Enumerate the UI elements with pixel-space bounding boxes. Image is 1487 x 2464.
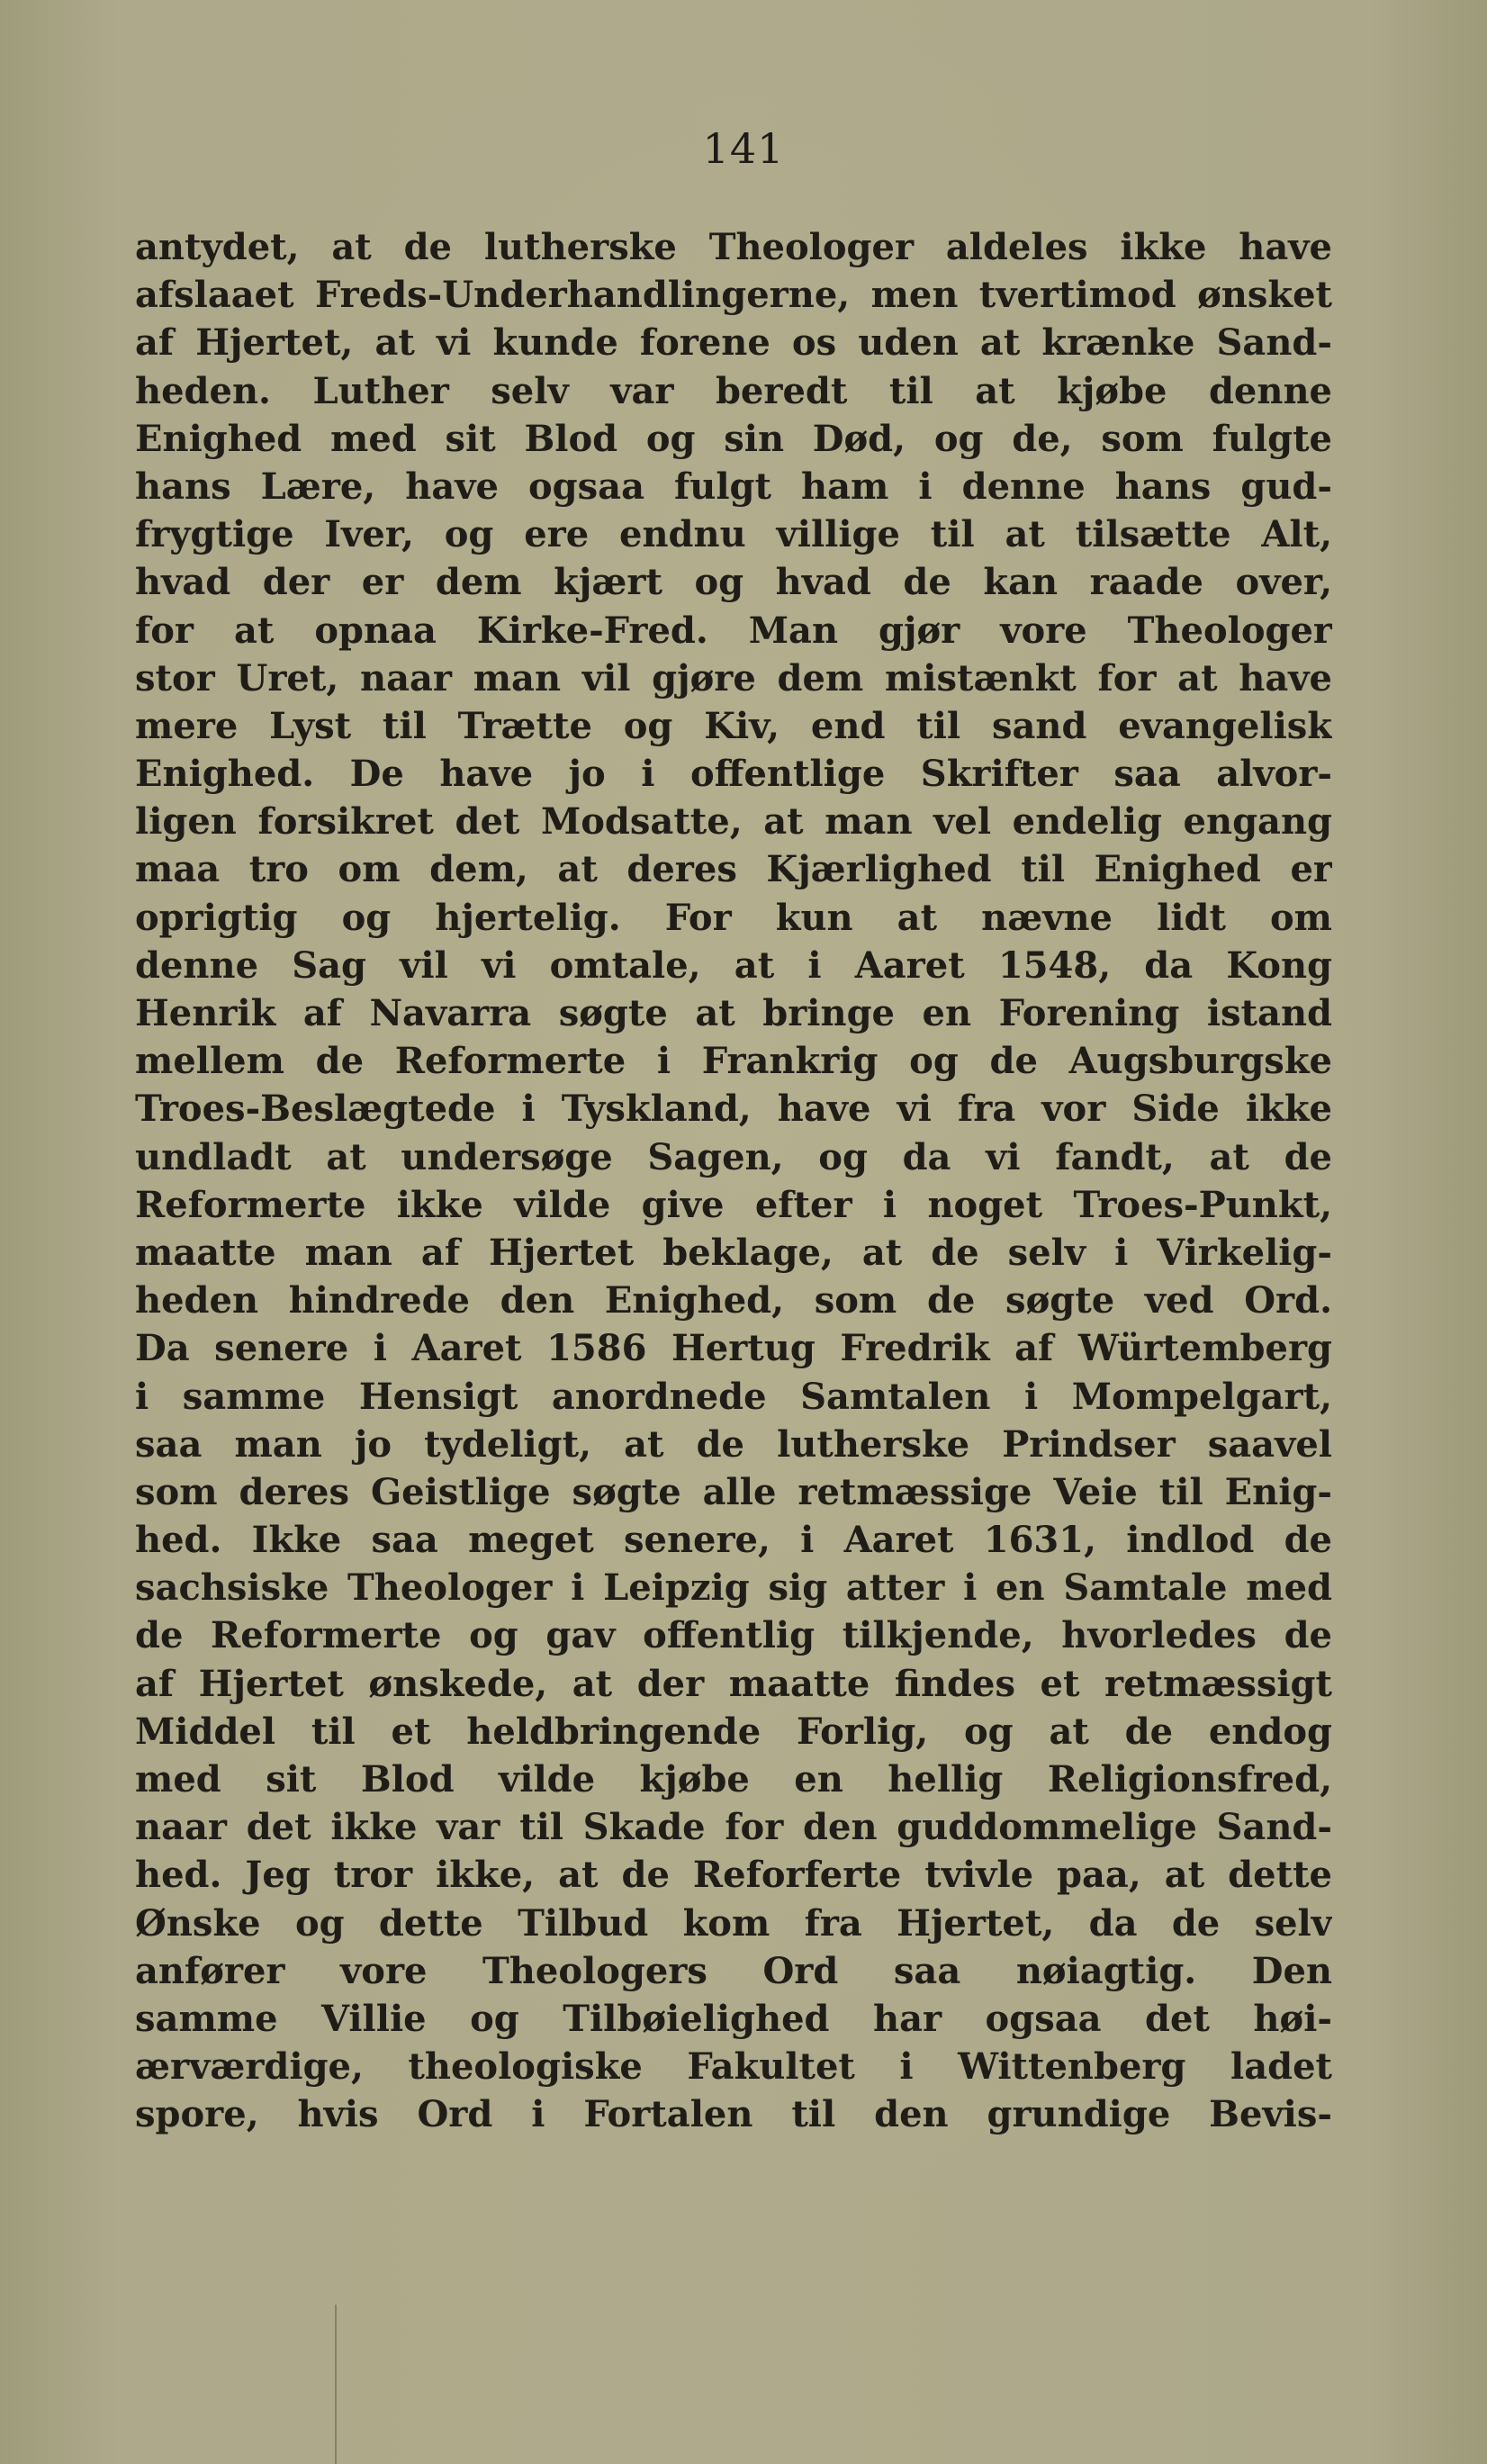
text-line: hed. Ikke saa meget senere, i Aaret 1631, indlod de xyxy=(135,1519,1332,1562)
page-number: 141 xyxy=(702,124,785,173)
text-line: Henrik af Navarra søgte at bringe en Forening istand xyxy=(135,992,1332,1034)
text-line: Troes-Beslægtede i Tyskland, have vi fra vor Side ikke xyxy=(135,1088,1332,1131)
text-line: afslaaet Freds-Underhandlingerne, men tvertimod ønsket xyxy=(135,274,1332,317)
text-line: Da senere i Aaret 1586 Hertug Fredrik af Würtemberg xyxy=(135,1327,1332,1370)
text-line: heden. Luther selv var beredt til at kjøbe denne xyxy=(135,369,1332,412)
text-line: Ønske og dette Tilbud kom fra Hjertet, da de selv xyxy=(135,1901,1332,1945)
text-line: naar det ikke var til Skade for den guddommelige Sand- xyxy=(135,1806,1332,1849)
text-line: som deres Geistlige søgte alle retmæssige Veie til Enig- xyxy=(135,1470,1332,1513)
text-line: af Hjertet, at vi kunde forene os uden at krænke Sand- xyxy=(135,321,1332,365)
text-line: Middel til et heldbringende Forlig, og at de endog xyxy=(135,1710,1332,1753)
text-line: anfører vore Theologers Ord saa nøiagtig. Den xyxy=(135,1949,1332,1992)
text-line: spore, hvis Ord i Fortalen til den grundige Bevis- xyxy=(135,2093,1332,2136)
text-line: for at opnaa Kirke-Fred. Man gjør vore Theologer xyxy=(135,609,1332,652)
text-line: antydet, at de lutherske Theologer aldeles ikke have xyxy=(135,226,1332,268)
text-line: oprigtig og hjertelig. For kun at nævne lidt om xyxy=(135,896,1332,939)
text-line: frygtige Iver, og ere endnu villige til at tilsætte Alt, xyxy=(135,513,1332,556)
text-line: hvad der er dem kjært og hvad de kan raade over, xyxy=(135,561,1332,604)
paper-fold-mark xyxy=(335,2305,337,2464)
text-line: denne Sag vil vi omtale, at i Aaret 1548, da Kong xyxy=(135,943,1332,987)
text-line: ligen forsikret det Modsatte, at man vel endelig engang xyxy=(135,800,1332,844)
text-line: Enighed med sit Blod og sin Død, og de, som fulgte xyxy=(135,417,1332,460)
text-line: stor Uret, naar man vil gjøre dem mistænkt for at have xyxy=(135,656,1332,699)
text-line: ærværdige, theologiske Fakultet i Wittenberg ladet xyxy=(135,2045,1332,2089)
text-line: mere Lyst til Trætte og Kiv, end til sand evangelisk xyxy=(135,704,1332,747)
text-line: hans Lære, have ogsaa fulgt ham i denne hans gud- xyxy=(135,465,1332,508)
text-line: undladt at undersøge Sagen, og da vi fandt, at de xyxy=(135,1135,1332,1178)
text-line: saa man jo tydeligt, at de lutherske Prindser saavel xyxy=(135,1422,1332,1466)
text-line: med sit Blod vilde kjøbe en hellig Religionsfred, xyxy=(135,1758,1332,1801)
body-text xyxy=(135,223,1332,2139)
text-line: maatte man af Hjertet beklage, at de selv i Virkelig- xyxy=(135,1231,1332,1274)
text-line: Enighed. De have jo i offentlige Skrifter saa alvor- xyxy=(135,753,1332,796)
text-line: de Reformerte og gav offentlig tilkjende, hvorledes de xyxy=(135,1614,1332,1657)
text-line: af Hjertet ønskede, at der maatte findes et retmæssigt xyxy=(135,1662,1332,1705)
text-line: mellem de Reformerte i Frankrig og de Augsburgske xyxy=(135,1040,1332,1083)
text-line: i samme Hensigt anordnede Samtalen i Mompelgart, xyxy=(135,1375,1332,1418)
text-line: sachsiske Theologer i Leipzig sig atter i en Samtale med xyxy=(135,1566,1332,1610)
text-line: heden hindrede den Enighed, som de søgte ved Ord. xyxy=(135,1279,1332,1322)
text-line: samme Villie og Tilbøielighed har ogsaa det høi- xyxy=(135,1997,1332,2040)
text-line: maa tro om dem, at deres Kjærlighed til Enighed er xyxy=(135,848,1332,891)
text-line: Reformerte ikke vilde give efter i noget Troes-Punkt, xyxy=(135,1183,1332,1226)
text-line: hed. Jeg tror ikke, at de Reforferte tvivle paa, at dette xyxy=(135,1854,1332,1897)
